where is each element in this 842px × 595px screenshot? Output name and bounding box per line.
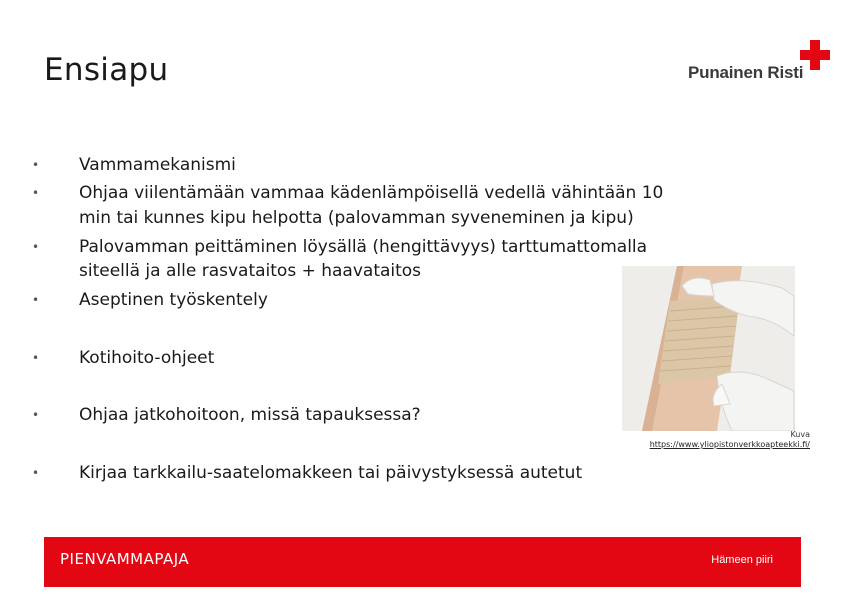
bullet-marker: • bbox=[32, 158, 40, 172]
bullet-text-line1: Ohjaa viilentämään vammaa kädenlämpöisellä vedellä vähintään 10 bbox=[79, 183, 664, 203]
red-cross-icon bbox=[800, 40, 830, 70]
bullet-text: Aseptinen työskentely bbox=[79, 290, 268, 310]
bullet-text-line2: siteellä ja alle rasvataitos + haavataitos bbox=[79, 261, 422, 281]
bullet-text-line2: min tai kunnes kipu helpotta (palovamman syveneminen ja kipu) bbox=[79, 208, 634, 228]
bullet-marker: • bbox=[32, 466, 40, 480]
caption-label: Kuva bbox=[790, 430, 810, 439]
bullet-text: Ohjaa jatkohoitoon, missä tapauksessa? bbox=[79, 405, 421, 425]
bandage-photo bbox=[622, 266, 795, 431]
footer-bar bbox=[44, 537, 801, 587]
image-caption bbox=[650, 430, 810, 450]
logo-text: Punainen Risti bbox=[688, 63, 804, 82]
bullet-marker: • bbox=[32, 240, 40, 254]
bullet-marker: • bbox=[32, 408, 40, 422]
bandage-illustration bbox=[622, 266, 795, 431]
punainen-risti-logo bbox=[688, 40, 830, 88]
slide-title: Ensiapu bbox=[44, 52, 169, 88]
bullet-text: Kirjaa tarkkailu-saatelomakkeen tai päivystyksessä autetut bbox=[79, 463, 583, 483]
bullet-marker: • bbox=[32, 293, 40, 307]
bullet-text: Kotihoito-ohjeet bbox=[79, 348, 215, 368]
bullet-text: Vammamekanismi bbox=[79, 155, 236, 175]
bullet-marker: • bbox=[32, 351, 40, 365]
bullet-marker: • bbox=[32, 186, 40, 200]
caption-link[interactable]: https://www.yliopistonverkkoapteekki.fi/ bbox=[649, 440, 810, 449]
footer-region: Hämeen piiri bbox=[711, 554, 773, 566]
footer-title: PIENVAMMAPAJA bbox=[60, 550, 190, 568]
bullet-text-line1: Palovamman peittäminen löysällä (hengittävyys) tarttumattomalla bbox=[79, 237, 648, 257]
